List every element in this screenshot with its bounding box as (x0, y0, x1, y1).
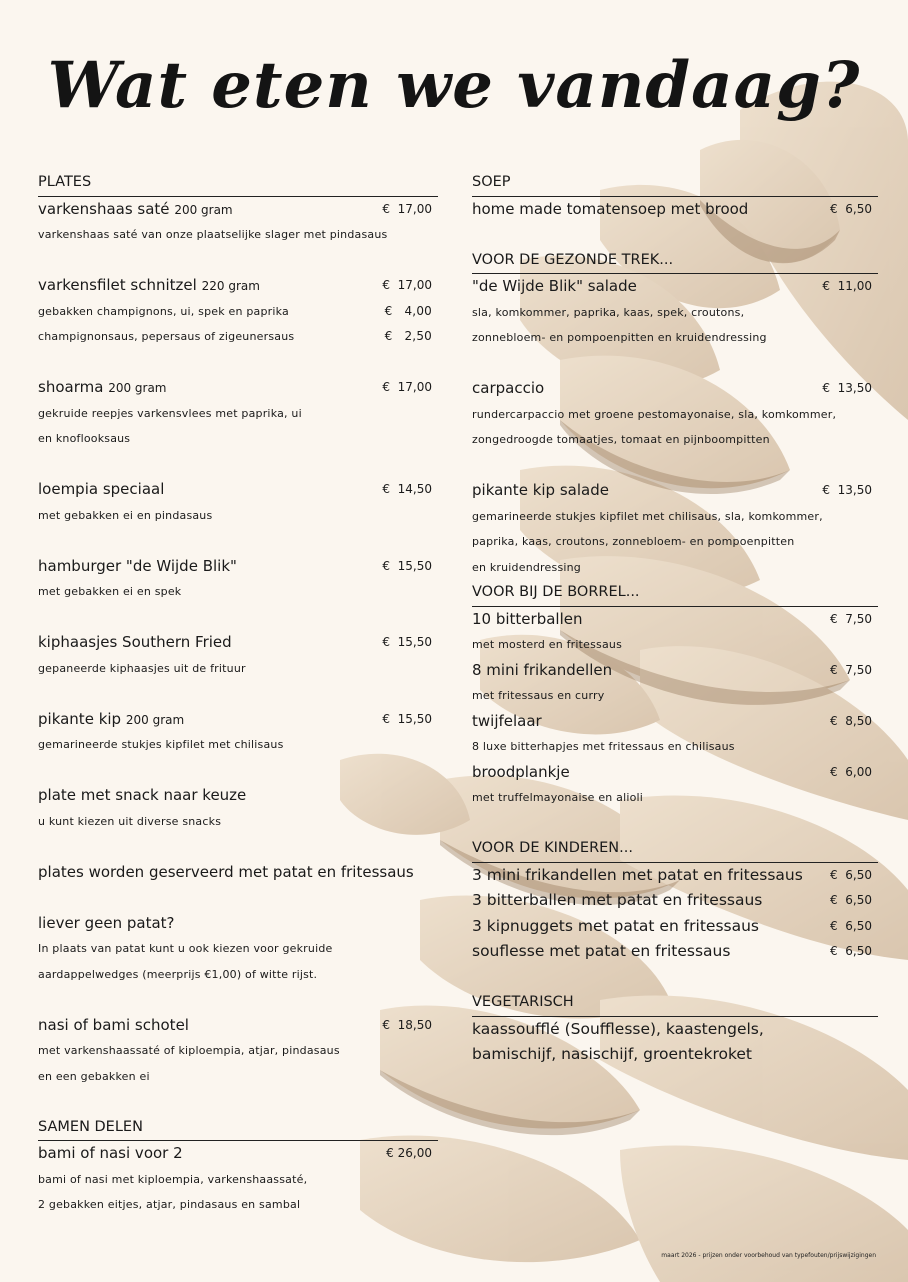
item-description: rundercarpaccio met groene pestomayonaise, sla, komkommer, (472, 407, 837, 421)
menu-item-broodplankje (472, 760, 878, 786)
footer-note: maart 2026 - prijzen onder voorbehoud van typefouten/prijswijzigingen (661, 1252, 876, 1259)
item-description: en knoflooksaus (38, 432, 131, 445)
item-description: aardappelwedges (meerprijs €1,00) of witte rijst. (38, 967, 318, 981)
menu-item-pikante-kip (38, 707, 438, 733)
item-name: pikante kip salade (472, 481, 609, 499)
item-price: € 7,50 (830, 662, 872, 677)
item-name: varkensfilet schnitzel (38, 276, 197, 294)
plates-note: plates worden geserveerd met patat en fritessaus (38, 862, 414, 881)
item-name: varkenshaas saté (38, 199, 170, 218)
section-heading-samen-delen: SAMEN DELEN (38, 1115, 438, 1142)
menu-item-nasi-bami (38, 1013, 438, 1039)
item-price: € 13,50 (822, 483, 872, 497)
menu-item-salade (472, 274, 878, 300)
menu-item-carpaccio (472, 376, 878, 402)
item-description: u kunt kiezen uit diverse snacks (38, 814, 222, 828)
item-description: met fritessaus en curry (472, 689, 605, 702)
item-price: € 15,50 (382, 558, 432, 573)
item-name: bami of nasi voor 2 (38, 1144, 183, 1162)
section-heading-kinderen: VOOR DE KINDEREN... (472, 836, 878, 863)
item-description: gemarineerde stukjes kipfilet met chilisaus, sla, komkommer, (472, 509, 823, 523)
menu-item-mini-frikandellen (472, 658, 878, 684)
item-description: met varkenshaassaté of kiploempia, atjar, pindasaus (38, 1044, 340, 1057)
item-price: € 17,00 (382, 201, 432, 216)
section-heading-soep: SOEP (472, 170, 878, 197)
item-price: € 17,00 (382, 278, 432, 292)
item-unit: 200 gram (174, 202, 233, 217)
item-price: € 7,50 (830, 611, 872, 626)
item-price: € 6,50 (830, 944, 872, 958)
item-extra-price: € 2,50 (384, 329, 432, 343)
item-name: twijfelaar (472, 711, 542, 730)
menu-item-pikante-kip-salade (472, 478, 878, 504)
item-name: nasi of bami schotel (38, 1015, 189, 1034)
item-price: € 26,00 (386, 1146, 432, 1160)
item-description: met gebakken ei en spek (38, 585, 182, 598)
item-description: met gebakken ei en pindasaus (38, 508, 213, 522)
item-unit: 200 gram (108, 381, 167, 395)
item-price: € 13,50 (822, 381, 872, 395)
item-name: 8 mini frikandellen (472, 660, 613, 679)
item-extra: gebakken champignons, ui, spek en paprika € 4,00 (38, 299, 438, 325)
item-description: met truffelmayonaise en alioli (472, 791, 644, 804)
item-extra-price: € 4,00 (384, 303, 432, 318)
item-price: € 6,50 (830, 867, 872, 882)
vegetarisch-line: bamischijf, nasischijf, groentekroket (472, 1045, 752, 1063)
menu-item-loempia (38, 477, 438, 503)
right-column (472, 170, 878, 1068)
item-price: € 6,50 (830, 201, 872, 216)
menu-item-varkenshaas-sate (38, 197, 438, 223)
item-name: 3 mini frikandellen met patat en fritessaus (472, 865, 803, 884)
menu-item-kids-kipnuggets (472, 914, 878, 940)
item-name: carpaccio (472, 379, 545, 397)
menu-item-shoarma (38, 375, 438, 401)
menu-item-snack (38, 783, 438, 809)
section-heading-vegetarisch: VEGETARISCH (472, 990, 878, 1017)
item-price: € 14,50 (382, 482, 432, 496)
menu-item-bami-nasi-voor-2 (38, 1141, 438, 1167)
left-column (38, 170, 438, 1218)
item-name: 3 bitterballen met patat en fritessaus (472, 891, 763, 909)
item-name: broodplankje (472, 762, 570, 781)
item-name: 3 kipnuggets met patat en fritessaus (472, 916, 759, 935)
item-price: € 6,00 (830, 764, 872, 779)
item-description: gekruide reepjes varkensvlees met paprika, ui (38, 406, 302, 420)
item-name: kiphaasjes Southern Fried (38, 633, 232, 651)
item-name: loempia speciaal (38, 480, 165, 498)
item-name: shoarma (38, 378, 104, 396)
item-description: varkenshaas saté van onze plaatselijke slager met pindasaus (38, 228, 388, 241)
item-price: € 8,50 (830, 713, 872, 728)
item-description: bami of nasi met kiploempia, varkenshaassaté, (38, 1172, 308, 1186)
menu-item-kiphaasjes (38, 630, 438, 656)
item-price: € 11,00 (822, 279, 872, 293)
item-description: In plaats van patat kunt u ook kiezen voor gekruide (38, 942, 333, 955)
section-heading-plates: PLATES (38, 170, 438, 197)
item-unit: 200 gram (125, 712, 185, 727)
menu-item-tomatensoep (472, 197, 878, 223)
item-description: en kruidendressing (472, 560, 581, 574)
section-heading-gezonde-trek: VOOR DE GEZONDE TREK... (472, 248, 878, 275)
item-description: 8 luxe bitterhapjes met fritessaus en chilisaus (472, 740, 735, 753)
vegetarisch-line: kaassoufflé (Soufflesse), kaastengels, (472, 1019, 764, 1038)
item-name: home made tomatensoep met brood (472, 199, 749, 218)
menu-item-kids-souflesse (472, 939, 878, 965)
item-extra: champignonsaus, pepersaus of zigeunersaus € 2,50 (38, 324, 438, 350)
item-description: gemarineerde stukjes kipfilet met chilisaus (38, 738, 284, 751)
item-description: gepaneerde kiphaasjes uit de frituur (38, 661, 246, 675)
menu-item-kids-bitterballen (472, 888, 878, 914)
item-description: 2 gebakken eitjes, atjar, pindasaus en sambal (38, 1198, 301, 1211)
item-price: € 15,50 (382, 635, 432, 649)
menu-item-schnitzel (38, 273, 438, 299)
page-title: Wat eten we vandaag? (47, 48, 861, 123)
menu-item-kids-frikandellen (472, 863, 878, 889)
item-description: zongedroogde tomaatjes, tomaat en pijnboompitten (472, 433, 770, 446)
item-name: souflesse met patat en fritessaus (472, 942, 731, 960)
item-name: plate met snack naar keuze (38, 786, 247, 804)
item-description: paprika, kaas, croutons, zonnebloem- en pompoenpitten (472, 535, 795, 548)
menu-item-bitterballen (472, 607, 878, 633)
item-price: € 18,50 (382, 1017, 432, 1032)
item-description: en een gebakken ei (38, 1069, 150, 1083)
item-price: € 6,50 (830, 918, 872, 933)
item-price: € 6,50 (830, 893, 872, 907)
item-name: hamburger "de Wijde Blik" (38, 556, 237, 575)
menu-item-hamburger (38, 554, 438, 580)
section-heading-borrel: VOOR BIJ DE BORREL... (472, 580, 878, 607)
item-description: met mosterd en fritessaus (472, 638, 623, 651)
item-name: 10 bitterballen (472, 609, 583, 628)
item-price: € 17,00 (382, 380, 432, 394)
menu-item-liever-geen-patat: liever geen patat? (38, 913, 175, 932)
item-description: sla, komkommer, paprika, kaas, spek, croutons, (472, 305, 745, 319)
item-name: pikante kip (38, 709, 122, 728)
menu-item-twijfelaar (472, 709, 878, 735)
item-unit: 220 gram (201, 279, 260, 293)
item-price: € 15,50 (382, 711, 432, 726)
item-description: zonnebloem- en pompoenpitten en kruidendressing (472, 331, 767, 344)
item-name: "de Wijde Blik" salade (472, 277, 637, 295)
